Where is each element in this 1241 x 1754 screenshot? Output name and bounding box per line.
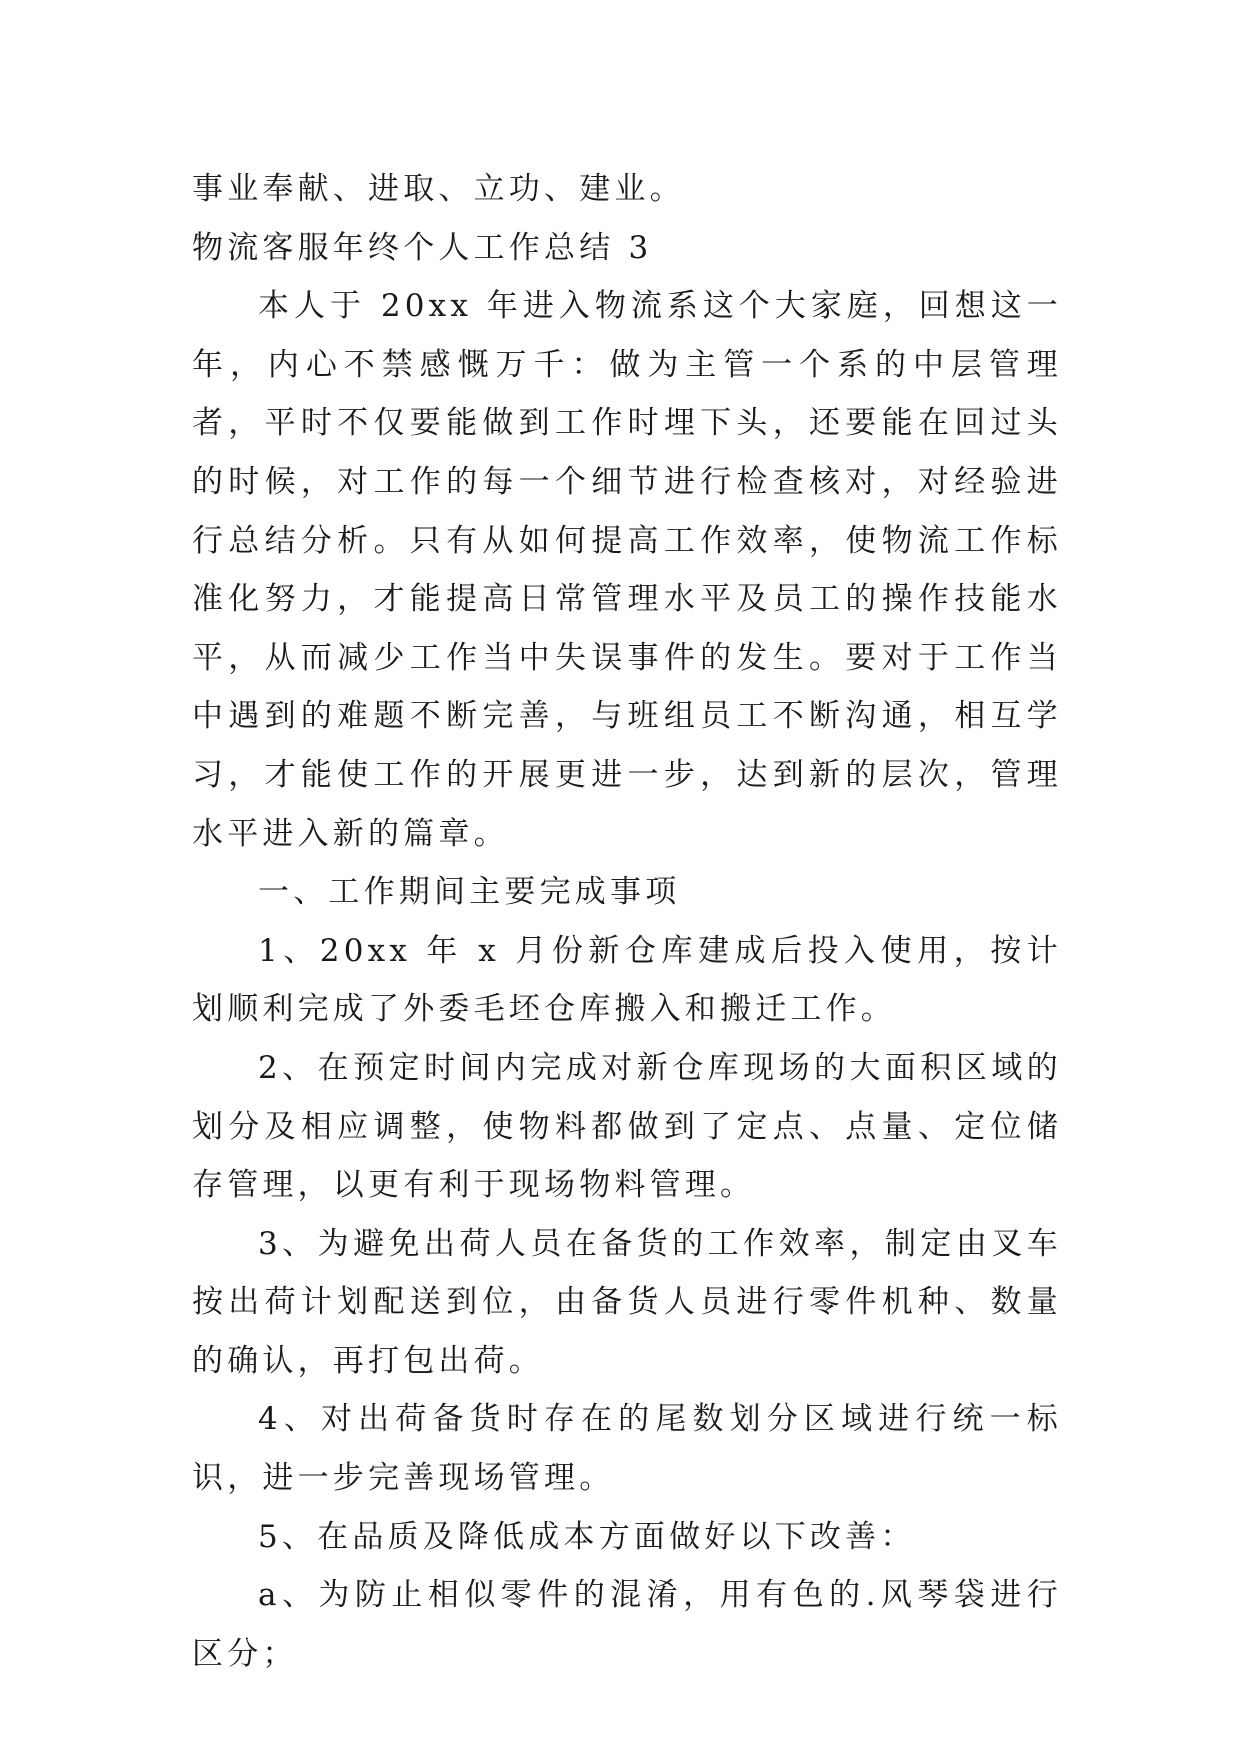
paragraph-closing-line: 事业奉献、进取、立功、建业。 — [192, 171, 685, 207]
paragraph-intro: 本人于 20xx 年进入物流系这个大家庭，回想这一年，内心不禁感慨万千：做为主管一个系的中层管理者，平时不仅要能做到工作时埋下头，还要能在回过头的时候，对工作的每一个细节进行检查核对，对经验进行总结分析。只有从如何提高工作效率，使物流工作标准化努力，才能提高日常管理水平及员工的操作技能水平，从而减少工作当中失误事件的发生。要对于工作当中遇到的难题不断完善，与班组员工不断沟通，相互学习，才能使工作的开展更进一步，达到新的层次，管理水平进入新的篇章。 — [192, 288, 1062, 852]
list-item-2: 2、在预定时间内完成对新仓库现场的大面积区域的划分及相应调整，使物料都做到了定点、点量、定位储存管理，以更有利于现场物料管理。 — [192, 1049, 1062, 1204]
list-item-1: 1、20xx 年 x 月份新仓库建成后投入使用，按计划顺利完成了外委毛坯仓库搬入和搬迁工作。 — [192, 932, 1062, 1028]
list-item-3: 3、为避免出荷人员在备货的工作效率，制定由叉车按出荷计划配送到位，由备货人员进行零件机种、数量的确认，再打包出荷。 — [192, 1225, 1062, 1379]
list-subitem-a: a、为防止相似零件的混淆，用有色的.风琴袋进行区分； — [192, 1577, 1062, 1672]
section-title: 物流客服年终个人工作总结 3 — [192, 229, 653, 266]
document-body — [192, 160, 1062, 1683]
section-heading-main-tasks: 一、工作期间主要完成事项 — [258, 874, 681, 911]
list-item-5: 5、在品质及降低成本方面做好以下改善： — [258, 1518, 916, 1555]
list-item-4: 4、对出荷备货时存在的尾数划分区域进行统一标识，进一步完善现场管理。 — [192, 1401, 1062, 1497]
